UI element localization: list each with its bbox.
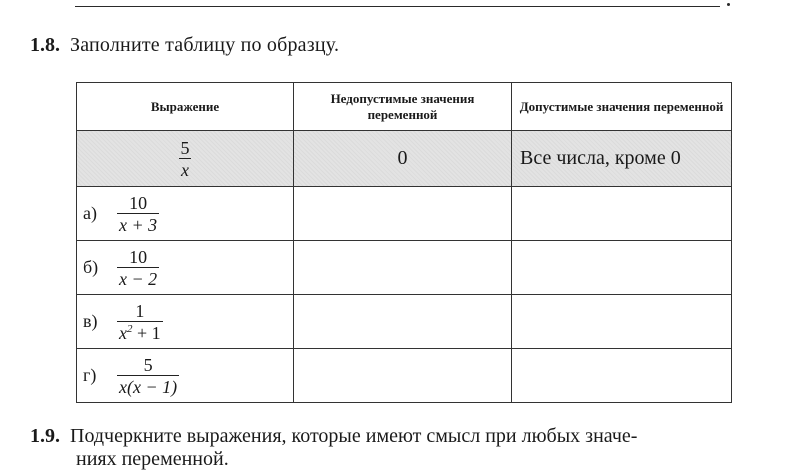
sample-invalid-cell: 0 xyxy=(294,131,512,187)
table-row xyxy=(77,349,732,403)
top-divider-dot xyxy=(727,3,730,6)
denominator-v xyxy=(117,321,163,343)
task-1-9-continuation: ниях переменной. xyxy=(76,448,229,470)
item-label-g: г) xyxy=(83,365,97,385)
task-1-8-text: Заполните таблицу по образцу. xyxy=(70,34,340,56)
denominator-a: x + 3 xyxy=(119,214,158,235)
invalid-cell-a[interactable] xyxy=(294,187,512,241)
task-1-9-number: 1.9. xyxy=(30,425,60,447)
denominator-v-base: x xyxy=(119,322,127,343)
fraction-a xyxy=(117,193,159,235)
sample-valid-cell: Все числа, кроме 0 xyxy=(512,131,732,187)
fraction-b xyxy=(117,247,159,289)
expression-cell-a xyxy=(77,187,294,241)
invalid-cell-b[interactable] xyxy=(294,241,512,295)
invalid-cell-g[interactable] xyxy=(294,349,512,403)
denominator-b: x − 2 xyxy=(119,268,158,289)
denominator-g: x(x − 1) xyxy=(119,376,178,397)
sample-fraction xyxy=(179,138,192,180)
header-expression: Выражение xyxy=(77,83,294,131)
expression-table xyxy=(76,82,732,403)
fraction-g xyxy=(117,355,179,397)
expression-cell-b xyxy=(77,241,294,295)
fraction-v xyxy=(117,301,163,343)
numerator-b: 10 xyxy=(129,246,148,267)
valid-cell-a[interactable] xyxy=(512,187,732,241)
sample-numerator: 5 xyxy=(180,137,190,158)
item-label-b: б) xyxy=(83,257,99,277)
task-1-8-number: 1.8. xyxy=(30,34,60,56)
item-label-a: а) xyxy=(83,203,97,223)
task-1-9-text: Подчеркните выражения, которые имеют смысл при любых значе- xyxy=(70,425,638,447)
numerator-a: 10 xyxy=(129,192,148,213)
valid-cell-v[interactable] xyxy=(512,295,732,349)
numerator-v: 1 xyxy=(135,300,145,321)
valid-cell-b[interactable] xyxy=(512,241,732,295)
table-row xyxy=(77,295,732,349)
sample-expression-cell xyxy=(77,131,294,187)
valid-cell-g[interactable] xyxy=(512,349,732,403)
table-row xyxy=(77,187,732,241)
item-label-v: в) xyxy=(83,311,98,331)
task-1-8-heading xyxy=(30,34,339,57)
expression-cell-g xyxy=(77,349,294,403)
denominator-v-rest: + 1 xyxy=(132,322,161,343)
table-header-row xyxy=(77,83,732,131)
top-divider xyxy=(75,6,720,7)
header-invalid-values: Недопустимые значения переменной xyxy=(294,83,512,131)
sample-denominator: x xyxy=(181,159,189,180)
denominator-v-exponent: 2 xyxy=(127,322,133,335)
header-valid-values: Допустимые значения переменной xyxy=(512,83,732,131)
invalid-cell-v[interactable] xyxy=(294,295,512,349)
task-1-9-heading xyxy=(30,425,637,448)
sample-row xyxy=(77,131,732,187)
expression-cell-v xyxy=(77,295,294,349)
table-row xyxy=(77,241,732,295)
numerator-g: 5 xyxy=(143,354,153,375)
